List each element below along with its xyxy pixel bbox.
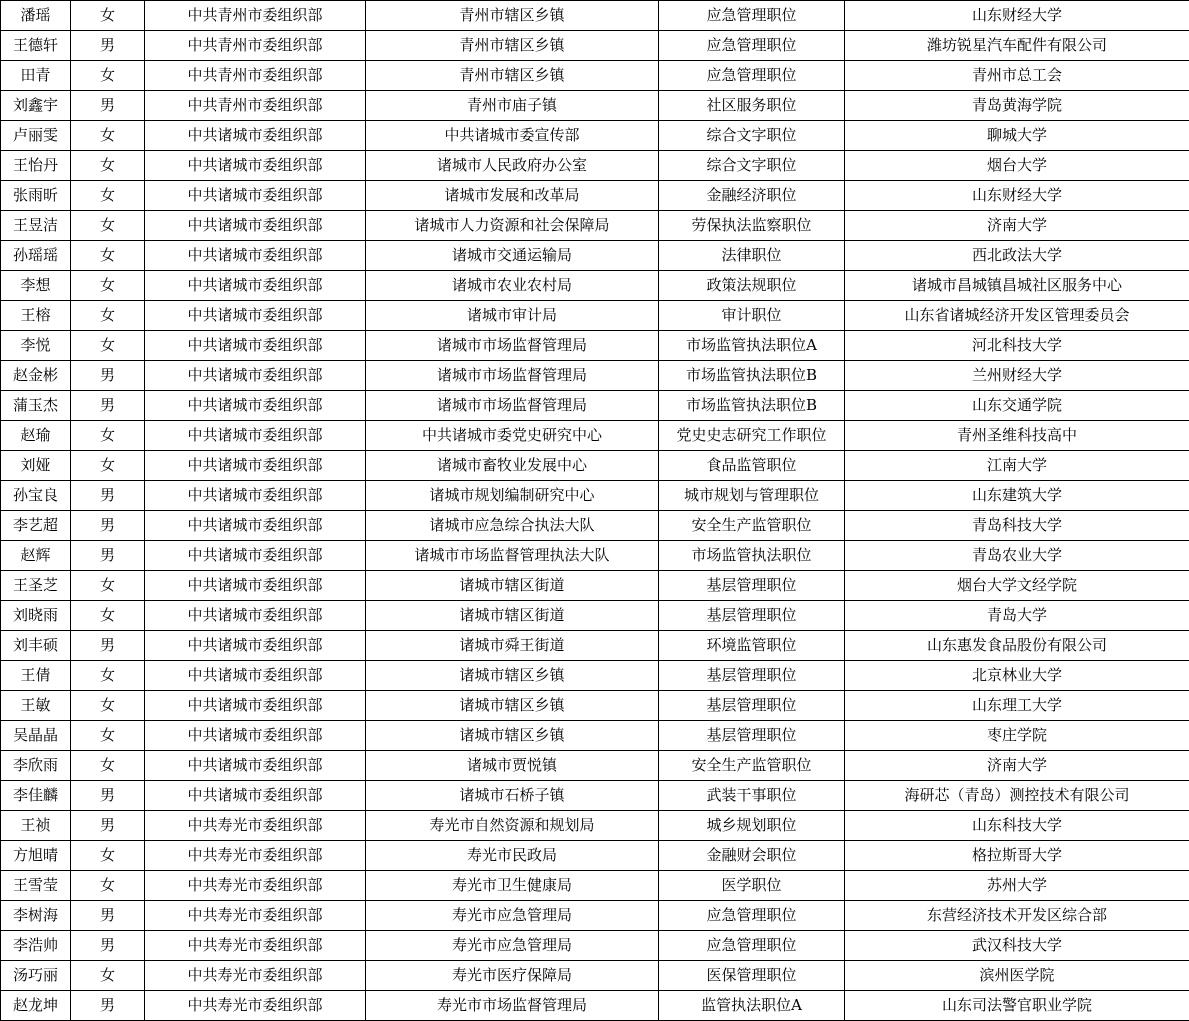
gender-cell: 女: [71, 211, 145, 241]
name-cell: 方旭晴: [1, 841, 71, 871]
name-cell: 蒲玉杰: [1, 391, 71, 421]
candidate-table-body: [1, 1, 1189, 1021]
name-cell: 李想: [1, 271, 71, 301]
school-employer-cell: 山东科技大学: [845, 811, 1189, 841]
school-employer-cell: 北京林业大学: [845, 661, 1189, 691]
school-employer-cell: 青岛黄海学院: [845, 91, 1189, 121]
position-cell: 金融财会职位: [659, 841, 845, 871]
gender-cell: 女: [71, 961, 145, 991]
department-cell: 寿光市应急管理局: [366, 901, 659, 931]
department-cell: 诸城市规划编制研究中心: [366, 481, 659, 511]
department-cell: 中共诸城市委党史研究中心: [366, 421, 659, 451]
table-row: [1, 361, 1189, 391]
table-row: [1, 721, 1189, 751]
recruiting-unit-cell: 中共诸城市委组织部: [145, 121, 366, 151]
recruiting-unit-cell: 中共诸城市委组织部: [145, 511, 366, 541]
gender-cell: 男: [71, 901, 145, 931]
recruiting-unit-cell: 中共寿光市委组织部: [145, 871, 366, 901]
gender-cell: 男: [71, 811, 145, 841]
school-employer-cell: 济南大学: [845, 751, 1189, 781]
school-employer-cell: 枣庄学院: [845, 721, 1189, 751]
school-employer-cell: 滨州医学院: [845, 961, 1189, 991]
table-row: [1, 511, 1189, 541]
recruiting-unit-cell: 中共诸城市委组织部: [145, 451, 366, 481]
department-cell: 青州市辖区乡镇: [366, 31, 659, 61]
school-employer-cell: 海研芯（青岛）测控技术有限公司: [845, 781, 1189, 811]
position-cell: 安全生产监管职位: [659, 511, 845, 541]
position-cell: 社区服务职位: [659, 91, 845, 121]
recruiting-unit-cell: 中共青州市委组织部: [145, 1, 366, 31]
gender-cell: 男: [71, 991, 145, 1021]
department-cell: 诸城市应急综合执法大队: [366, 511, 659, 541]
name-cell: 王倩: [1, 661, 71, 691]
school-employer-cell: 青州圣维科技高中: [845, 421, 1189, 451]
name-cell: 刘娅: [1, 451, 71, 481]
gender-cell: 男: [71, 931, 145, 961]
department-cell: 诸城市辖区街道: [366, 601, 659, 631]
recruiting-unit-cell: 中共青州市委组织部: [145, 31, 366, 61]
position-cell: 应急管理职位: [659, 901, 845, 931]
department-cell: 中共诸城市委宣传部: [366, 121, 659, 151]
position-cell: 监管执法职位A: [659, 991, 845, 1021]
name-cell: 李欣雨: [1, 751, 71, 781]
gender-cell: 女: [71, 691, 145, 721]
gender-cell: 男: [71, 361, 145, 391]
recruiting-unit-cell: 中共诸城市委组织部: [145, 421, 366, 451]
recruiting-unit-cell: 中共诸城市委组织部: [145, 241, 366, 271]
position-cell: 武装干事职位: [659, 781, 845, 811]
recruiting-unit-cell: 中共诸城市委组织部: [145, 481, 366, 511]
school-employer-cell: 兰州财经大学: [845, 361, 1189, 391]
department-cell: 诸城市市场监督管理局: [366, 391, 659, 421]
name-cell: 田青: [1, 61, 71, 91]
recruiting-unit-cell: 中共诸城市委组织部: [145, 211, 366, 241]
recruiting-unit-cell: 中共诸城市委组织部: [145, 661, 366, 691]
position-cell: 政策法规职位: [659, 271, 845, 301]
recruiting-unit-cell: 中共诸城市委组织部: [145, 691, 366, 721]
department-cell: 寿光市民政局: [366, 841, 659, 871]
recruiting-unit-cell: 中共诸城市委组织部: [145, 781, 366, 811]
gender-cell: 女: [71, 451, 145, 481]
gender-cell: 女: [71, 721, 145, 751]
table-row: [1, 331, 1189, 361]
name-cell: 张雨昕: [1, 181, 71, 211]
name-cell: 潘瑶: [1, 1, 71, 31]
name-cell: 王祯: [1, 811, 71, 841]
position-cell: 基层管理职位: [659, 661, 845, 691]
name-cell: 赵瑜: [1, 421, 71, 451]
recruiting-unit-cell: 中共诸城市委组织部: [145, 721, 366, 751]
recruiting-unit-cell: 中共诸城市委组织部: [145, 601, 366, 631]
position-cell: 食品监管职位: [659, 451, 845, 481]
department-cell: 诸城市畜牧业发展中心: [366, 451, 659, 481]
gender-cell: 女: [71, 601, 145, 631]
name-cell: 王雪莹: [1, 871, 71, 901]
school-employer-cell: 山东建筑大学: [845, 481, 1189, 511]
gender-cell: 女: [71, 1, 145, 31]
department-cell: 诸城市农业农村局: [366, 271, 659, 301]
table-row: [1, 211, 1189, 241]
table-row: [1, 601, 1189, 631]
school-employer-cell: 烟台大学: [845, 151, 1189, 181]
name-cell: 刘晓雨: [1, 601, 71, 631]
school-employer-cell: 山东财经大学: [845, 1, 1189, 31]
gender-cell: 女: [71, 61, 145, 91]
gender-cell: 男: [71, 91, 145, 121]
table-row: [1, 421, 1189, 451]
school-employer-cell: 格拉斯哥大学: [845, 841, 1189, 871]
recruiting-unit-cell: 中共寿光市委组织部: [145, 991, 366, 1021]
position-cell: 综合文字职位: [659, 151, 845, 181]
position-cell: 党史史志研究工作职位: [659, 421, 845, 451]
position-cell: 金融经济职位: [659, 181, 845, 211]
recruiting-unit-cell: 中共诸城市委组织部: [145, 301, 366, 331]
name-cell: 卢丽雯: [1, 121, 71, 151]
position-cell: 应急管理职位: [659, 61, 845, 91]
department-cell: 诸城市人力资源和社会保障局: [366, 211, 659, 241]
position-cell: 基层管理职位: [659, 601, 845, 631]
table-row: [1, 781, 1189, 811]
gender-cell: 女: [71, 331, 145, 361]
table-row: [1, 661, 1189, 691]
recruiting-unit-cell: 中共寿光市委组织部: [145, 961, 366, 991]
recruiting-unit-cell: 中共诸城市委组织部: [145, 361, 366, 391]
school-employer-cell: 青岛科技大学: [845, 511, 1189, 541]
name-cell: 赵辉: [1, 541, 71, 571]
position-cell: 市场监管执法职位: [659, 541, 845, 571]
department-cell: 诸城市辖区乡镇: [366, 661, 659, 691]
name-cell: 李树海: [1, 901, 71, 931]
position-cell: 法律职位: [659, 241, 845, 271]
position-cell: 基层管理职位: [659, 571, 845, 601]
position-cell: 安全生产监管职位: [659, 751, 845, 781]
name-cell: 王德轩: [1, 31, 71, 61]
position-cell: 市场监管执法职位B: [659, 391, 845, 421]
school-employer-cell: 聊城大学: [845, 121, 1189, 151]
table-row: [1, 1, 1189, 31]
school-employer-cell: 诸城市昌城镇昌城社区服务中心: [845, 271, 1189, 301]
table-row: [1, 121, 1189, 151]
department-cell: 诸城市市场监督管理执法大队: [366, 541, 659, 571]
table-row: [1, 961, 1189, 991]
name-cell: 王怡丹: [1, 151, 71, 181]
school-employer-cell: 山东省诸城经济开发区管理委员会: [845, 301, 1189, 331]
department-cell: 诸城市辖区乡镇: [366, 691, 659, 721]
department-cell: 寿光市卫生健康局: [366, 871, 659, 901]
table-row: [1, 181, 1189, 211]
school-employer-cell: 西北政法大学: [845, 241, 1189, 271]
table-row: [1, 901, 1189, 931]
department-cell: 诸城市交通运输局: [366, 241, 659, 271]
recruiting-unit-cell: 中共青州市委组织部: [145, 61, 366, 91]
school-employer-cell: 山东财经大学: [845, 181, 1189, 211]
gender-cell: 女: [71, 661, 145, 691]
position-cell: 医学职位: [659, 871, 845, 901]
table-row: [1, 691, 1189, 721]
gender-cell: 女: [71, 421, 145, 451]
recruiting-unit-cell: 中共寿光市委组织部: [145, 811, 366, 841]
table-row: [1, 301, 1189, 331]
department-cell: 青州市庙子镇: [366, 91, 659, 121]
name-cell: 孙宝良: [1, 481, 71, 511]
department-cell: 寿光市市场监督管理局: [366, 991, 659, 1021]
recruiting-unit-cell: 中共诸城市委组织部: [145, 271, 366, 301]
position-cell: 环境监管职位: [659, 631, 845, 661]
gender-cell: 男: [71, 541, 145, 571]
gender-cell: 男: [71, 631, 145, 661]
school-employer-cell: 山东交通学院: [845, 391, 1189, 421]
table-row: [1, 451, 1189, 481]
school-employer-cell: 河北科技大学: [845, 331, 1189, 361]
gender-cell: 男: [71, 781, 145, 811]
position-cell: 审计职位: [659, 301, 845, 331]
recruiting-unit-cell: 中共诸城市委组织部: [145, 541, 366, 571]
recruiting-unit-cell: 中共寿光市委组织部: [145, 931, 366, 961]
table-row: [1, 391, 1189, 421]
school-employer-cell: 东营经济技术开发区综合部: [845, 901, 1189, 931]
recruiting-unit-cell: 中共诸城市委组织部: [145, 571, 366, 601]
gender-cell: 女: [71, 841, 145, 871]
table-row: [1, 571, 1189, 601]
recruiting-unit-cell: 中共诸城市委组织部: [145, 391, 366, 421]
name-cell: 李艺超: [1, 511, 71, 541]
table-row: [1, 871, 1189, 901]
department-cell: 诸城市审计局: [366, 301, 659, 331]
department-cell: 寿光市医疗保障局: [366, 961, 659, 991]
department-cell: 诸城市辖区街道: [366, 571, 659, 601]
position-cell: 综合文字职位: [659, 121, 845, 151]
gender-cell: 女: [71, 121, 145, 151]
table-row: [1, 751, 1189, 781]
department-cell: 寿光市应急管理局: [366, 931, 659, 961]
table-row: [1, 91, 1189, 121]
school-employer-cell: 江南大学: [845, 451, 1189, 481]
school-employer-cell: 山东惠发食品股份有限公司: [845, 631, 1189, 661]
name-cell: 赵金彬: [1, 361, 71, 391]
school-employer-cell: 青岛农业大学: [845, 541, 1189, 571]
school-employer-cell: 山东理工大学: [845, 691, 1189, 721]
department-cell: 诸城市石桥子镇: [366, 781, 659, 811]
department-cell: 诸城市市场监督管理局: [366, 331, 659, 361]
gender-cell: 女: [71, 871, 145, 901]
department-cell: 青州市辖区乡镇: [366, 61, 659, 91]
recruiting-unit-cell: 中共青州市委组织部: [145, 91, 366, 121]
gender-cell: 女: [71, 271, 145, 301]
gender-cell: 女: [71, 241, 145, 271]
position-cell: 基层管理职位: [659, 691, 845, 721]
department-cell: 寿光市自然资源和规划局: [366, 811, 659, 841]
table-row: [1, 151, 1189, 181]
gender-cell: 女: [71, 751, 145, 781]
position-cell: 城乡规划职位: [659, 811, 845, 841]
name-cell: 李悦: [1, 331, 71, 361]
table-row: [1, 841, 1189, 871]
school-employer-cell: 青州市总工会: [845, 61, 1189, 91]
position-cell: 应急管理职位: [659, 1, 845, 31]
recruiting-unit-cell: 中共诸城市委组织部: [145, 181, 366, 211]
position-cell: 医保管理职位: [659, 961, 845, 991]
school-employer-cell: 烟台大学文经学院: [845, 571, 1189, 601]
table-row: [1, 931, 1189, 961]
table-row: [1, 481, 1189, 511]
table-row: [1, 31, 1189, 61]
table-row: [1, 811, 1189, 841]
department-cell: 诸城市人民政府办公室: [366, 151, 659, 181]
name-cell: 王敏: [1, 691, 71, 721]
recruiting-unit-cell: 中共诸城市委组织部: [145, 631, 366, 661]
gender-cell: 女: [71, 571, 145, 601]
name-cell: 赵龙坤: [1, 991, 71, 1021]
recruiting-unit-cell: 中共诸城市委组织部: [145, 751, 366, 781]
table-row: [1, 991, 1189, 1021]
name-cell: 王榕: [1, 301, 71, 331]
department-cell: 诸城市贾悦镇: [366, 751, 659, 781]
school-employer-cell: 苏州大学: [845, 871, 1189, 901]
recruiting-unit-cell: 中共寿光市委组织部: [145, 841, 366, 871]
name-cell: 李浩帅: [1, 931, 71, 961]
name-cell: 刘丰硕: [1, 631, 71, 661]
department-cell: 诸城市发展和改革局: [366, 181, 659, 211]
gender-cell: 女: [71, 301, 145, 331]
department-cell: 诸城市市场监督管理局: [366, 361, 659, 391]
school-employer-cell: 潍坊锐星汽车配件有限公司: [845, 31, 1189, 61]
name-cell: 汤巧丽: [1, 961, 71, 991]
position-cell: 城市规划与管理职位: [659, 481, 845, 511]
recruiting-unit-cell: 中共寿光市委组织部: [145, 901, 366, 931]
recruiting-unit-cell: 中共诸城市委组织部: [145, 331, 366, 361]
name-cell: 李佳麟: [1, 781, 71, 811]
table-row: [1, 241, 1189, 271]
table-row: [1, 541, 1189, 571]
school-employer-cell: 山东司法警官职业学院: [845, 991, 1189, 1021]
school-employer-cell: 青岛大学: [845, 601, 1189, 631]
name-cell: 王昱洁: [1, 211, 71, 241]
position-cell: 基层管理职位: [659, 721, 845, 751]
recruiting-unit-cell: 中共诸城市委组织部: [145, 151, 366, 181]
table-row: [1, 61, 1189, 91]
name-cell: 吴晶晶: [1, 721, 71, 751]
position-cell: 应急管理职位: [659, 31, 845, 61]
gender-cell: 男: [71, 481, 145, 511]
table-row: [1, 271, 1189, 301]
gender-cell: 女: [71, 151, 145, 181]
position-cell: 市场监管执法职位A: [659, 331, 845, 361]
school-employer-cell: 济南大学: [845, 211, 1189, 241]
gender-cell: 男: [71, 31, 145, 61]
name-cell: 王圣芝: [1, 571, 71, 601]
department-cell: 青州市辖区乡镇: [366, 1, 659, 31]
name-cell: 刘鑫宇: [1, 91, 71, 121]
department-cell: 诸城市辖区乡镇: [366, 721, 659, 751]
school-employer-cell: 武汉科技大学: [845, 931, 1189, 961]
table-row: [1, 631, 1189, 661]
gender-cell: 女: [71, 181, 145, 211]
position-cell: 应急管理职位: [659, 931, 845, 961]
gender-cell: 男: [71, 511, 145, 541]
position-cell: 劳保执法监察职位: [659, 211, 845, 241]
name-cell: 孙瑶瑶: [1, 241, 71, 271]
gender-cell: 男: [71, 391, 145, 421]
position-cell: 市场监管执法职位B: [659, 361, 845, 391]
department-cell: 诸城市舜王街道: [366, 631, 659, 661]
